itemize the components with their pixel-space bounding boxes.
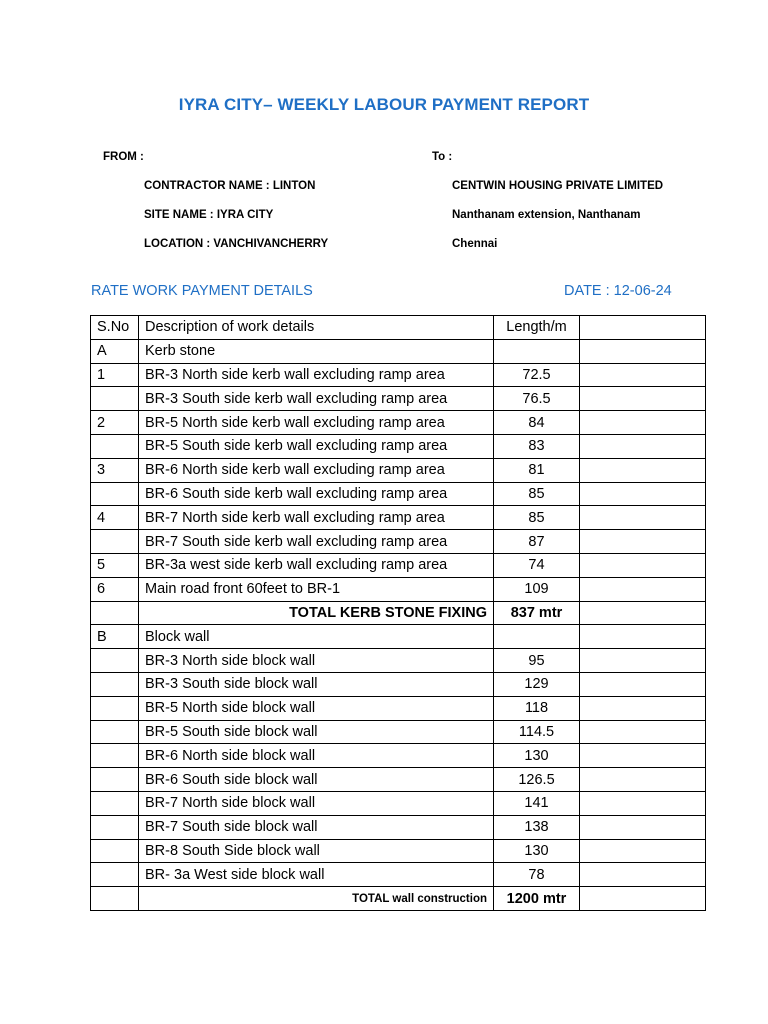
cell-description: BR-3 North side kerb wall excluding ramp area: [139, 363, 494, 387]
cell-sno: [91, 768, 139, 792]
cell-blank: [580, 815, 706, 839]
cell-blank: [580, 744, 706, 768]
cell-description: BR-5 South side kerb wall excluding ramp area: [139, 434, 494, 458]
table-row: [91, 744, 706, 768]
total-row: [91, 887, 706, 911]
header-sno: S.No: [91, 316, 139, 340]
table-row: [91, 434, 706, 458]
recipient-company: CENTWIN HOUSING PRIVATE LIMITED: [452, 180, 664, 192]
cell-description: BR-8 South Side block wall: [139, 839, 494, 863]
cell-description: BR-6 North side kerb wall excluding ramp area: [139, 458, 494, 482]
cell-description: BR-3 North side block wall: [139, 649, 494, 673]
table-row: [91, 672, 706, 696]
contractor-name: CONTRACTOR NAME : LINTON: [144, 180, 316, 192]
cell-description: BR-7 North side block wall: [139, 791, 494, 815]
total-row: [91, 601, 706, 625]
cell-total-length: 837 mtr: [494, 601, 580, 625]
table-row: [91, 411, 706, 435]
cell-length: 85: [494, 482, 580, 506]
table-row: [91, 363, 706, 387]
cell-length: 85: [494, 506, 580, 530]
cell-blank: [580, 720, 706, 744]
cell-sno: [91, 482, 139, 506]
table-row: [91, 387, 706, 411]
cell-length: [494, 339, 580, 363]
cell-blank: [580, 791, 706, 815]
header-description: Description of work details: [139, 316, 494, 340]
table-row: [91, 815, 706, 839]
cell-description: BR-5 North side block wall: [139, 696, 494, 720]
table-row: [91, 458, 706, 482]
cell-length: 78: [494, 863, 580, 887]
cell-length: 84: [494, 411, 580, 435]
cell-blank: [580, 839, 706, 863]
cell-sno: [91, 649, 139, 673]
from-label: FROM :: [103, 151, 144, 163]
table-row: [91, 553, 706, 577]
site-name: SITE NAME : IYRA CITY: [144, 209, 274, 221]
cell-length: 118: [494, 696, 580, 720]
cell-description: BR-3 South side block wall: [139, 672, 494, 696]
cell-sno: [91, 601, 139, 625]
cell-length: 130: [494, 744, 580, 768]
cell-blank: [580, 339, 706, 363]
table-row: [91, 839, 706, 863]
cell-length: 130: [494, 839, 580, 863]
cell-sno: 5: [91, 553, 139, 577]
cell-blank: [580, 649, 706, 673]
cell-description: Block wall: [139, 625, 494, 649]
cell-length: 72.5: [494, 363, 580, 387]
cell-description: BR-3a west side kerb wall excluding ramp area: [139, 553, 494, 577]
cell-description: BR-3 South side kerb wall excluding ramp area: [139, 387, 494, 411]
table-row: [91, 506, 706, 530]
cell-length: 114.5: [494, 720, 580, 744]
table-row: [91, 625, 706, 649]
cell-length: 74: [494, 553, 580, 577]
cell-total-label: TOTAL wall construction: [139, 887, 494, 911]
cell-length: 126.5: [494, 768, 580, 792]
cell-blank: [580, 458, 706, 482]
table-row: [91, 768, 706, 792]
table-row: [91, 720, 706, 744]
cell-sno: [91, 744, 139, 768]
table-header-row: [91, 316, 706, 340]
cell-description: BR-5 South side block wall: [139, 720, 494, 744]
cell-sno: [91, 530, 139, 554]
cell-sno: A: [91, 339, 139, 363]
cell-blank: [580, 553, 706, 577]
cell-length: 109: [494, 577, 580, 601]
cell-total-length: 1200 mtr: [494, 887, 580, 911]
cell-blank: [580, 887, 706, 911]
to-label: To :: [432, 151, 453, 163]
cell-blank: [580, 577, 706, 601]
cell-description: Kerb stone: [139, 339, 494, 363]
cell-description: BR-6 North side block wall: [139, 744, 494, 768]
cell-blank: [580, 625, 706, 649]
cell-sno: 1: [91, 363, 139, 387]
report-title: IYRA CITY– WEEKLY LABOUR PAYMENT REPORT: [178, 95, 590, 114]
table-row: [91, 577, 706, 601]
table-row: [91, 530, 706, 554]
report-date: DATE : 12-06-24: [564, 283, 672, 299]
cell-length: 87: [494, 530, 580, 554]
cell-blank: [580, 506, 706, 530]
cell-sno: [91, 887, 139, 911]
table-row: [91, 339, 706, 363]
cell-length: 138: [494, 815, 580, 839]
cell-blank: [580, 411, 706, 435]
cell-sno: [91, 791, 139, 815]
cell-blank: [580, 387, 706, 411]
table-row: [91, 649, 706, 673]
cell-sno: [91, 696, 139, 720]
cell-sno: [91, 815, 139, 839]
cell-description: Main road front 60feet to BR-1: [139, 577, 494, 601]
header-blank: [580, 316, 706, 340]
cell-blank: [580, 482, 706, 506]
header-length: Length/m: [494, 316, 580, 340]
cell-blank: [580, 863, 706, 887]
cell-description: BR-7 South side block wall: [139, 815, 494, 839]
cell-sno: [91, 720, 139, 744]
cell-blank: [580, 672, 706, 696]
table-row: [91, 863, 706, 887]
section-title: RATE WORK PAYMENT DETAILS: [91, 283, 313, 299]
cell-sno: 3: [91, 458, 139, 482]
cell-length: 76.5: [494, 387, 580, 411]
cell-description: BR-7 South side kerb wall excluding ramp area: [139, 530, 494, 554]
work-details-table: [90, 315, 706, 911]
location: LOCATION : VANCHIVANCHERRY: [144, 238, 329, 250]
recipient-address: Nanthanam extension, Nanthanam: [452, 209, 641, 221]
cell-sno: 4: [91, 506, 139, 530]
cell-length: 83: [494, 434, 580, 458]
cell-blank: [580, 363, 706, 387]
cell-length: 81: [494, 458, 580, 482]
cell-description: BR-6 South side block wall: [139, 768, 494, 792]
cell-description: BR-5 North side kerb wall excluding ramp area: [139, 411, 494, 435]
cell-sno: [91, 434, 139, 458]
cell-blank: [580, 530, 706, 554]
table-body: [91, 339, 706, 910]
table-row: [91, 791, 706, 815]
cell-blank: [580, 696, 706, 720]
cell-blank: [580, 434, 706, 458]
cell-sno: B: [91, 625, 139, 649]
cell-description: BR-7 North side kerb wall excluding ramp area: [139, 506, 494, 530]
cell-blank: [580, 768, 706, 792]
cell-description: BR- 3a West side block wall: [139, 863, 494, 887]
table-row: [91, 482, 706, 506]
cell-length: 141: [494, 791, 580, 815]
cell-sno: [91, 387, 139, 411]
cell-description: BR-6 South side kerb wall excluding ramp area: [139, 482, 494, 506]
cell-sno: [91, 672, 139, 696]
cell-sno: [91, 839, 139, 863]
recipient-city: Chennai: [452, 238, 498, 250]
table-row: [91, 696, 706, 720]
cell-length: 95: [494, 649, 580, 673]
cell-sno: 2: [91, 411, 139, 435]
cell-length: [494, 625, 580, 649]
cell-length: 129: [494, 672, 580, 696]
cell-total-label: TOTAL KERB STONE FIXING: [139, 601, 494, 625]
cell-sno: [91, 863, 139, 887]
cell-blank: [580, 601, 706, 625]
cell-sno: 6: [91, 577, 139, 601]
